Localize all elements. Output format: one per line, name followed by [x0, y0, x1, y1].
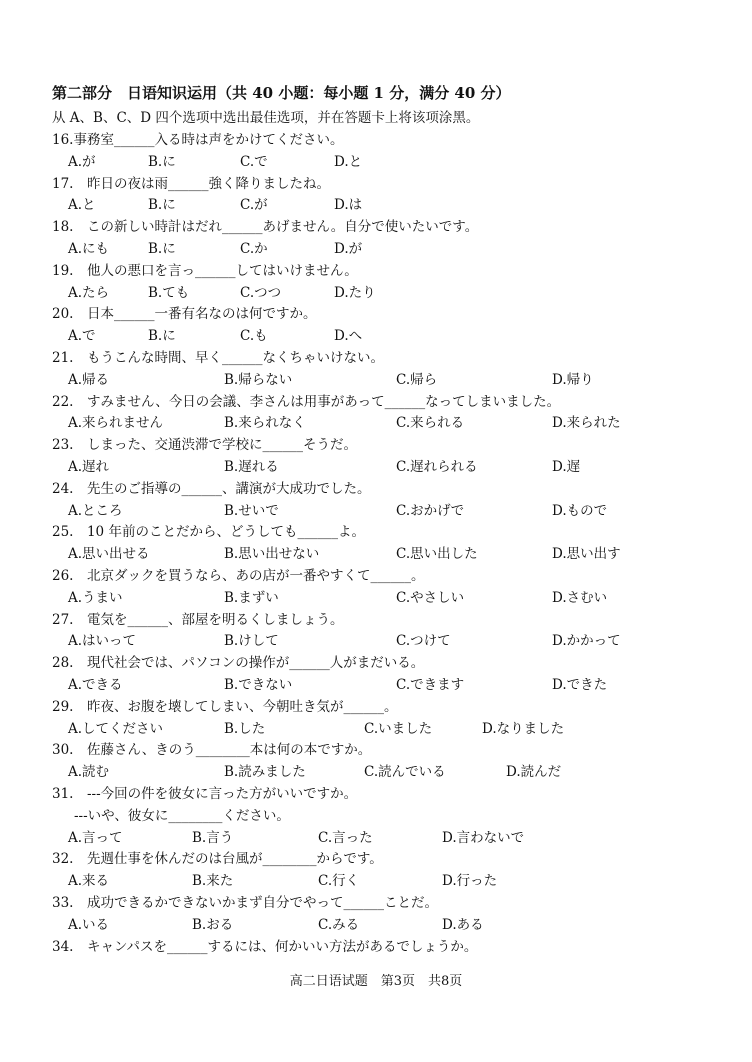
option-d[interactable]: D.が: [334, 241, 363, 257]
option-b[interactable]: B.帰らない: [224, 371, 293, 388]
question-stem: 25. 10 年前のことだから、どうしても______よ。: [52, 524, 365, 541]
option-a[interactable]: A.遅れ: [68, 459, 110, 475]
option-b[interactable]: B.遅れる: [224, 459, 279, 475]
question-stem: 29. 昨夜、お腹を壊してしまい、今朝吐き気が______。: [52, 698, 398, 715]
question-stem: 27. 電気を______、部屋を明るくしましょう。: [52, 611, 344, 628]
option-a[interactable]: A.来る: [68, 873, 110, 890]
option-c[interactable]: C.で: [240, 153, 268, 170]
option-c[interactable]: C.遅れられる: [396, 459, 478, 475]
option-a[interactable]: A.言って: [68, 829, 123, 846]
option-c[interactable]: C.言った: [318, 829, 373, 846]
option-c[interactable]: C.来られる: [396, 415, 465, 432]
question-stem: 23. しまった、交通渋滞で学校に______そうだ。: [52, 437, 357, 454]
option-b[interactable]: B.した: [224, 720, 266, 737]
option-a[interactable]: A.にも: [68, 241, 110, 257]
option-c[interactable]: C.行く: [318, 873, 360, 890]
question-stem: 21. もうこんな時間、早く______なくちゃいけない。: [52, 350, 384, 366]
option-a[interactable]: A.で: [68, 328, 96, 345]
option-d[interactable]: D.と: [334, 153, 363, 170]
option-b[interactable]: B.せいで: [224, 502, 279, 519]
option-b[interactable]: B.できない: [224, 677, 293, 693]
option-a[interactable]: A.と: [68, 197, 96, 214]
option-c[interactable]: C.できます: [396, 677, 465, 693]
option-c[interactable]: C.思い出した: [396, 546, 478, 563]
option-c[interactable]: C.やさしい: [396, 589, 465, 606]
option-d[interactable]: D.読んだ: [506, 764, 562, 781]
option-d[interactable]: D.は: [334, 197, 363, 214]
option-c[interactable]: C.おかげで: [396, 502, 465, 519]
option-b[interactable]: B.に: [148, 197, 176, 214]
option-a[interactable]: A.来られません: [68, 415, 164, 432]
option-b[interactable]: B.来た: [192, 873, 234, 890]
option-b[interactable]: B.けして: [224, 633, 279, 650]
option-b[interactable]: B.まずい: [224, 589, 279, 606]
option-b[interactable]: B.おる: [192, 916, 234, 933]
option-b[interactable]: B.言う: [192, 829, 234, 846]
question-stem: 32. 先週仕事を休んだのは台風が________からです。: [52, 851, 383, 868]
option-d[interactable]: D.思い出す: [552, 546, 621, 563]
question-stem: 31. ---今回の件を彼女に言った方がいいですか。: [52, 786, 358, 802]
option-c[interactable]: C.つつ: [240, 284, 282, 301]
question-stem: 34. キャンパスを______するには、何かいい方法があるでしょうか。: [52, 938, 478, 955]
option-a[interactable]: A.が: [68, 153, 96, 170]
option-a[interactable]: A.思い出せる: [68, 546, 150, 563]
question-stem: 33. 成功できるかできないかまず自分でやって______ことだ。: [52, 895, 438, 911]
option-c[interactable]: C.いました: [364, 720, 433, 737]
option-a[interactable]: A.読む: [68, 764, 110, 781]
option-d[interactable]: D.たり: [334, 284, 376, 301]
option-a[interactable]: A.いる: [68, 916, 110, 933]
option-a[interactable]: A.帰る: [68, 371, 110, 388]
option-b[interactable]: B.に: [148, 328, 176, 345]
option-d[interactable]: D.もので: [552, 502, 608, 519]
option-d[interactable]: D.遅: [552, 459, 581, 475]
option-a[interactable]: A.してください: [68, 720, 164, 737]
option-a[interactable]: A.ところ: [68, 502, 123, 519]
option-d[interactable]: D.来られた: [552, 415, 621, 432]
option-d[interactable]: D.できた: [552, 677, 608, 693]
option-a[interactable]: A.はいって: [68, 633, 137, 650]
option-d[interactable]: D.かかって: [552, 633, 621, 650]
option-b[interactable]: B.思い出せない: [224, 546, 320, 563]
option-d[interactable]: D.言わないで: [442, 829, 525, 846]
option-c[interactable]: C.みる: [318, 916, 360, 933]
option-b[interactable]: B.来られなく: [224, 415, 306, 432]
option-d[interactable]: D.へ: [334, 328, 363, 345]
section-instruction: 从 A、B、C、D 四个选项中选出最佳选项，并在答题卡上将该项涂黑。: [52, 110, 480, 126]
option-d[interactable]: D.さむい: [552, 589, 608, 606]
option-c[interactable]: C.も: [240, 328, 268, 345]
question-stem: 19. 他人の悪口を言っ______してはいけません。: [52, 262, 358, 279]
question-stem: 30. 佐藤さん、きのう________本は何の本ですか。: [52, 742, 372, 759]
option-c[interactable]: C.帰ら: [396, 371, 438, 388]
option-a[interactable]: A.うまい: [68, 589, 123, 606]
section-title: 第二部分 日语知识运用（共 40 小题：每小题 1 分，满分 40 分）: [52, 84, 511, 102]
option-d[interactable]: D.なりました: [482, 720, 565, 737]
option-c[interactable]: C.つけて: [396, 633, 451, 650]
option-a[interactable]: A.できる: [68, 677, 123, 693]
question-stem: 26. 北京ダックを買うなら、あの店が一番やすくて______。: [52, 568, 425, 584]
question-stem: 17. 昨日の夜は雨______強く降りましたね。: [52, 175, 330, 192]
question-stem: 22. すみません、今日の会議、李さんは用事があって______なってしまいました。: [52, 393, 561, 410]
option-b[interactable]: B.ても: [148, 284, 190, 301]
option-b[interactable]: B.に: [148, 241, 176, 257]
option-d[interactable]: D.行った: [442, 873, 498, 890]
option-b[interactable]: B.に: [148, 153, 176, 170]
question-stem: 16.事務室______入る時は声をかけてください。: [52, 132, 344, 148]
option-c[interactable]: C.が: [240, 197, 268, 214]
option-d[interactable]: D.帰り: [552, 371, 594, 388]
option-c[interactable]: C.か: [240, 241, 268, 257]
question-stem: 28. 現代社会では、パソコンの操作が______人がまだいる。: [52, 655, 425, 672]
option-a[interactable]: A.たら: [68, 284, 110, 301]
page-footer: 高二日语试题 第3页 共8页: [289, 974, 463, 989]
question-stem: 24. 先生のご指導の______、講演が大成功でした。: [52, 480, 371, 497]
question-stem: 20. 日本______一番有名なのは何ですか。: [52, 306, 317, 323]
option-b[interactable]: B.読みました: [224, 764, 306, 781]
option-d[interactable]: D.ある: [442, 916, 484, 933]
question-stem-reply: ---いや、彼女に________ください。: [74, 807, 290, 824]
question-stem: 18. この新しい時計はだれ______あげません。自分で使いたいです。: [52, 219, 479, 236]
option-c[interactable]: C.読んでいる: [364, 764, 446, 781]
